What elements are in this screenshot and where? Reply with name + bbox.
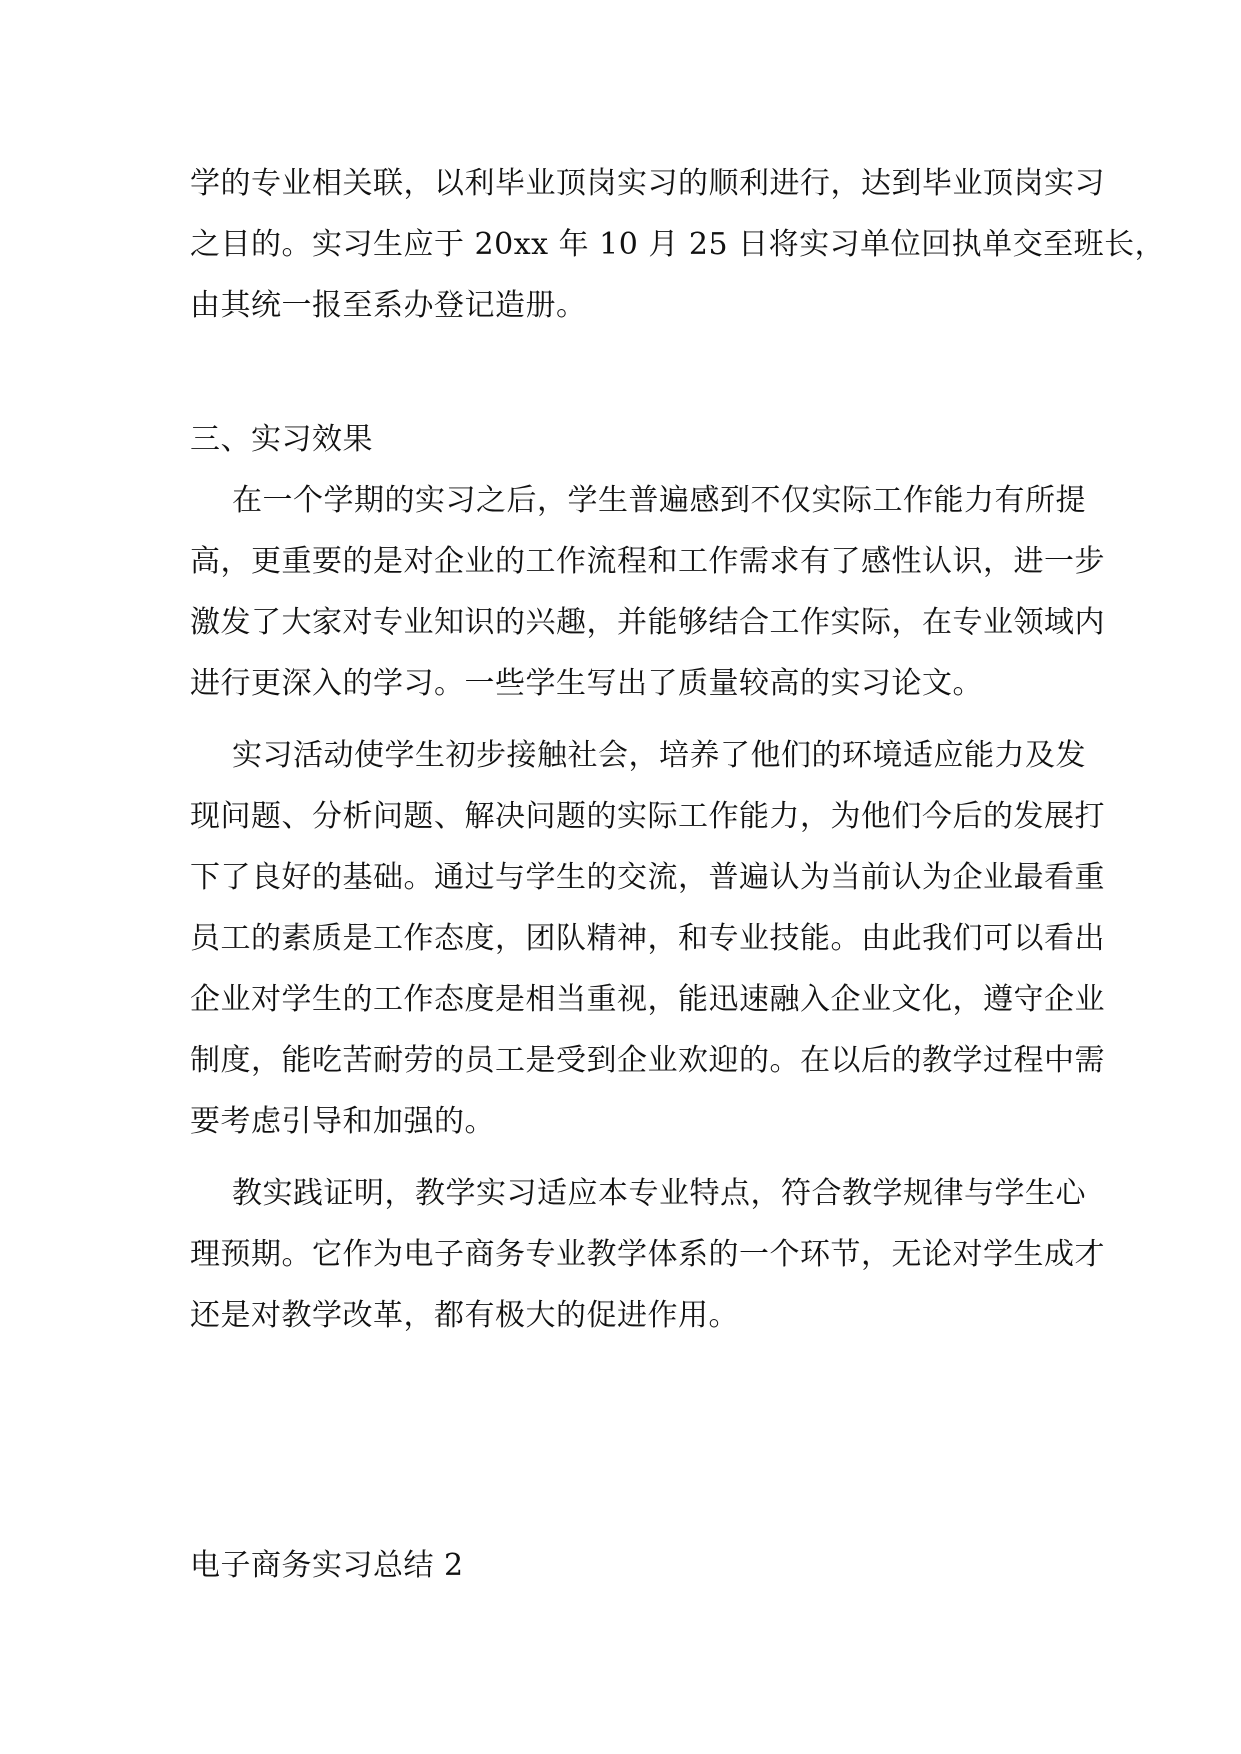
text-line: 企业对学生的工作态度是相当重视，能迅速融入企业文化，遵守企业	[190, 982, 1105, 1017]
text-line: 由其统一报至系办登记造册。	[190, 288, 587, 323]
text-line: 理预期。它作为电子商务专业教学体系的一个环节，无论对学生成才	[190, 1237, 1105, 1272]
text-line: 下了良好的基础。通过与学生的交流，普遍认为当前认为企业最看重	[190, 860, 1105, 895]
text-line: 之目的。实习生应于 20xx 年 10 月 25 日将实习单位回执单交至班长，	[190, 227, 1166, 262]
text-line: 实习活动使学生初步接触社会，培养了他们的环境适应能力及发	[232, 738, 1086, 773]
text-line: 学的专业相关联，以利毕业顶岗实习的顺利进行，达到毕业顶岗实习	[190, 166, 1105, 201]
text-line: 现问题、分析问题、解决问题的实际工作能力，为他们今后的发展打	[190, 799, 1105, 834]
text-line: 还是对教学改革，都有极大的促进作用。	[190, 1298, 739, 1333]
text-line: 员工的素质是工作态度，团队精神，和专业技能。由此我们可以看出	[190, 921, 1105, 956]
text-line: 高，更重要的是对企业的工作流程和工作需求有了感性认识，进一步	[190, 544, 1105, 579]
section-heading: 三、实习效果	[190, 422, 373, 457]
text-line: 在一个学期的实习之后，学生普遍感到不仅实际工作能力有所提	[232, 483, 1086, 518]
text-line: 要考虑引导和加强的。	[190, 1104, 495, 1139]
text-line: 教实践证明，教学实习适应本专业特点，符合教学规律与学生心	[232, 1176, 1086, 1211]
text-line: 进行更深入的学习。一些学生写出了质量较高的实习论文。	[190, 666, 983, 701]
next-section-title: 电子商务实习总结 2	[190, 1548, 464, 1583]
text-line: 制度，能吃苦耐劳的员工是受到企业欢迎的。在以后的教学过程中需	[190, 1043, 1105, 1078]
text-line: 激发了大家对专业知识的兴趣，并能够结合工作实际，在专业领域内	[190, 605, 1105, 640]
